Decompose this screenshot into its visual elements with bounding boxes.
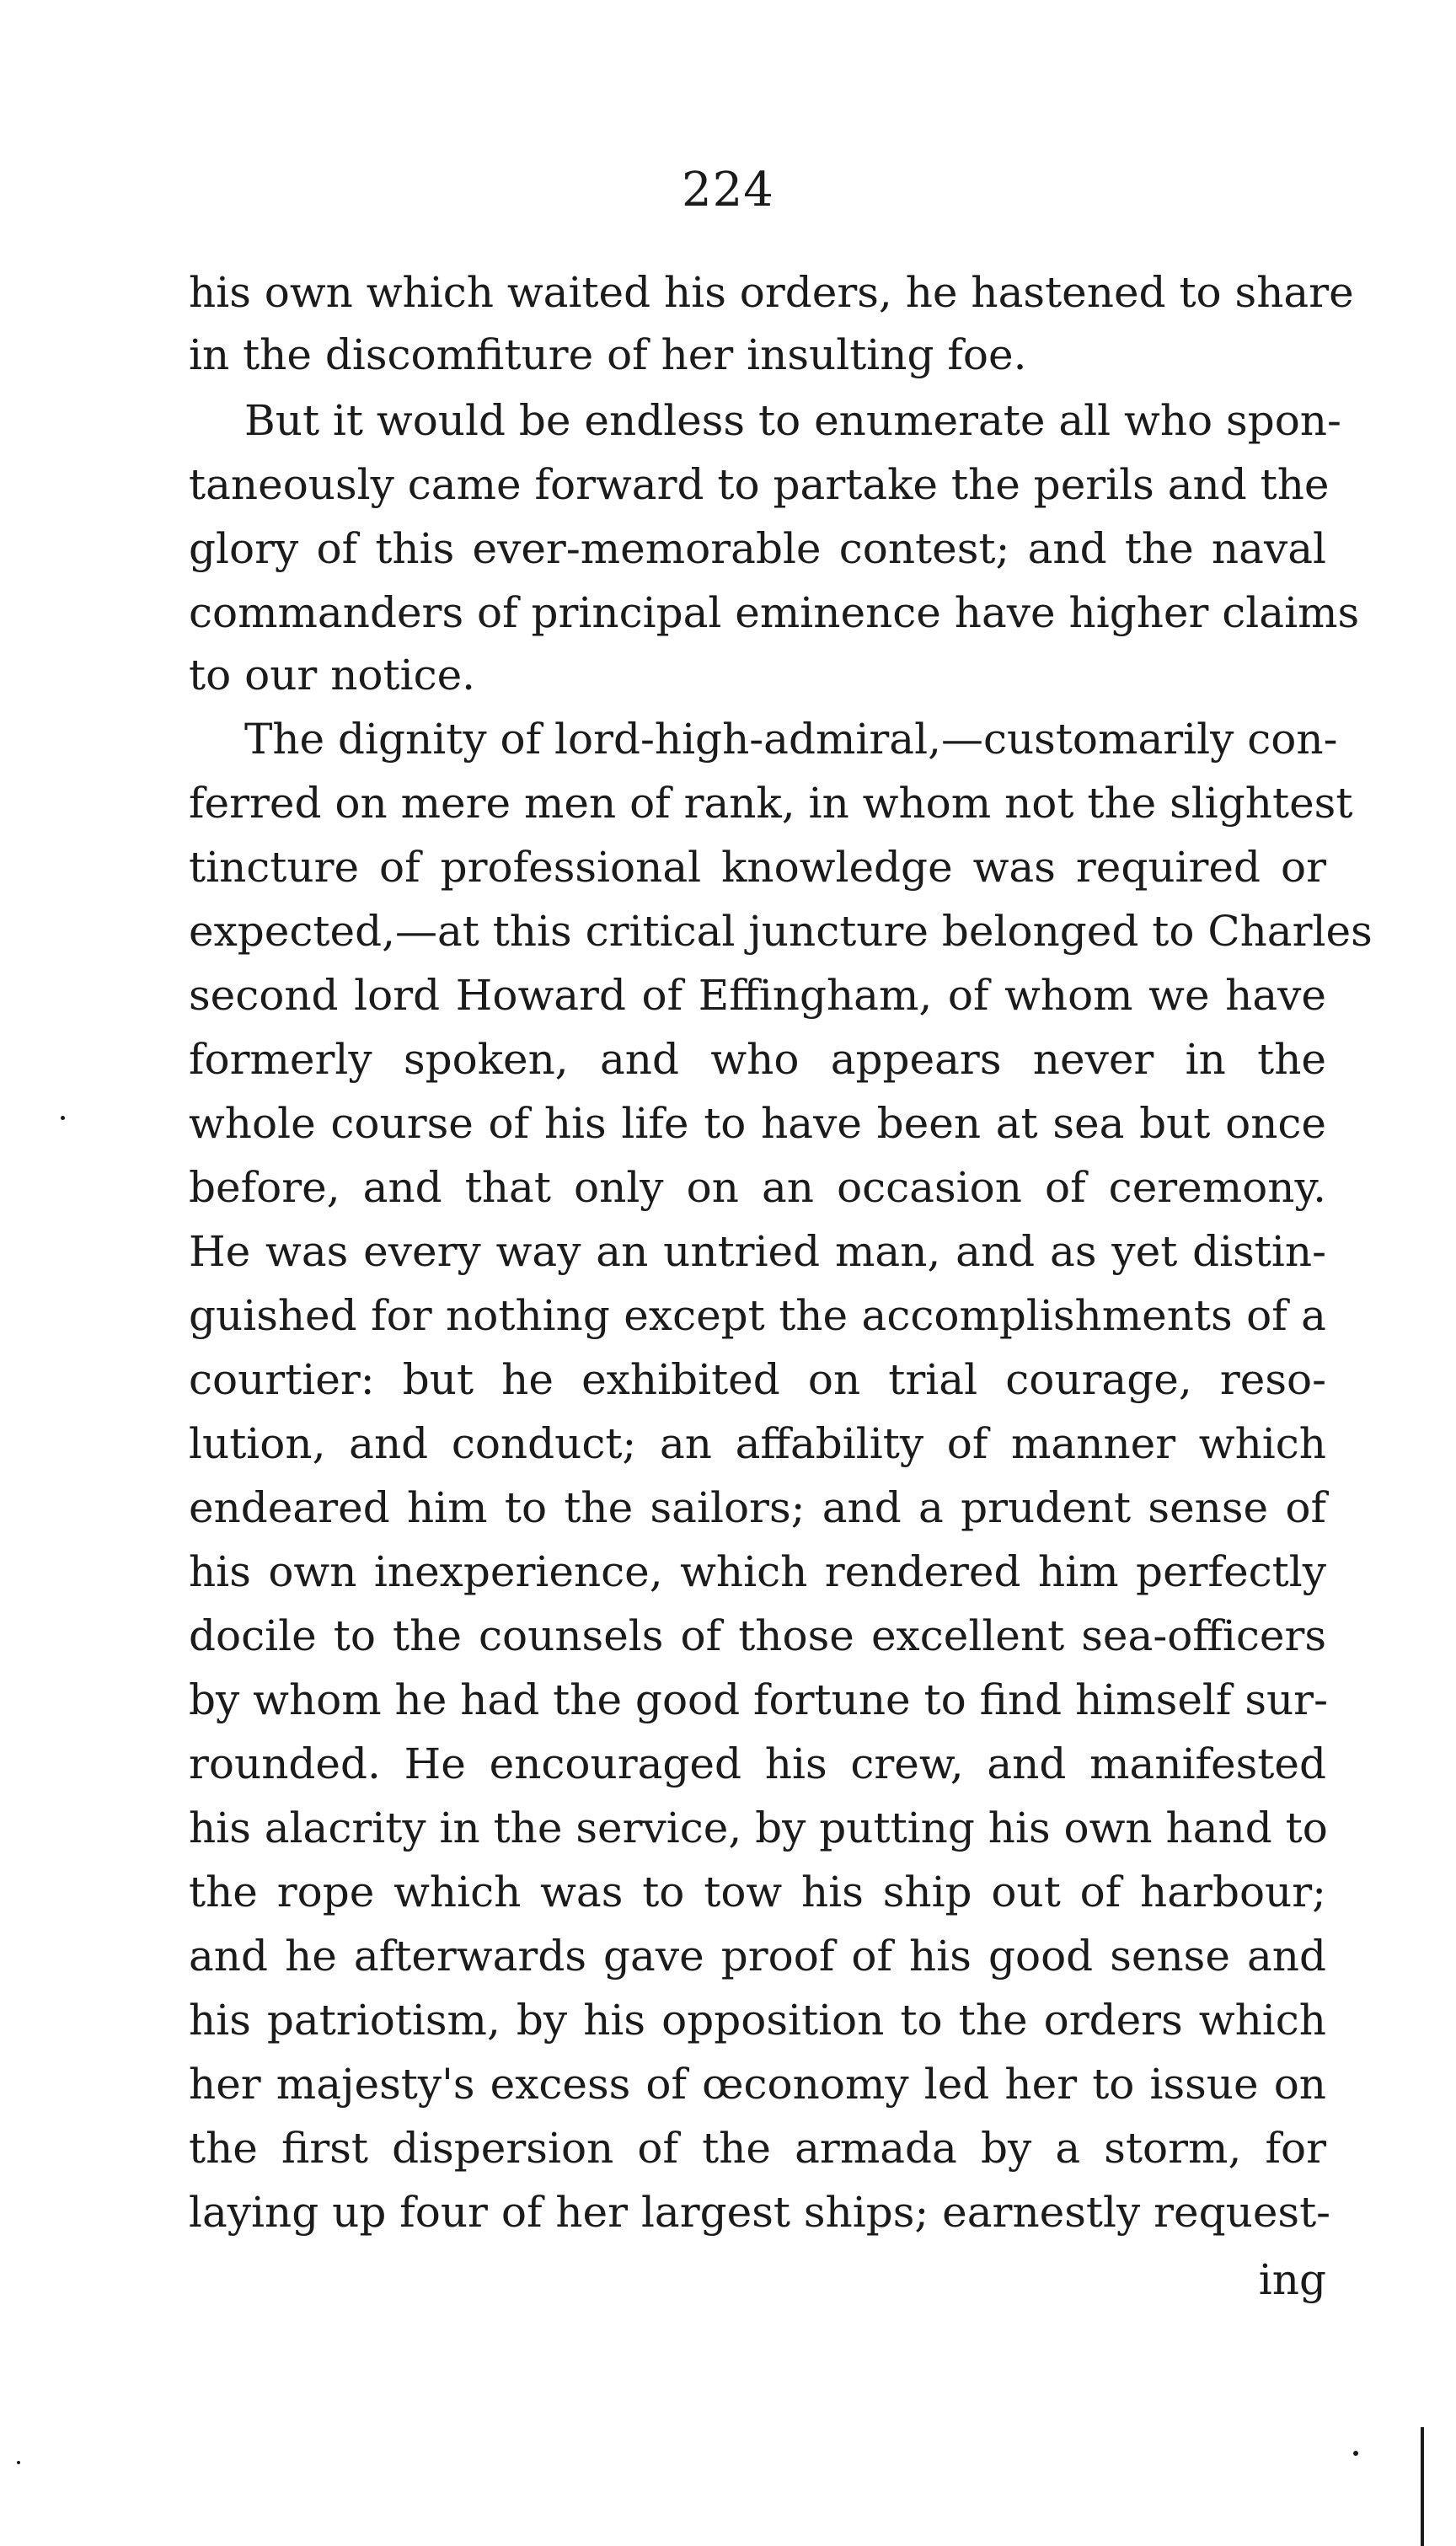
text-line: his patriotism, by his opposition to the orders which	[189, 1996, 1326, 2045]
text-line: to our notice.	[189, 651, 476, 699]
text-line: the rope which was to tow his ship out of harbour;	[189, 1868, 1326, 1916]
text-line: But it would be endless to enumerate all who spon-	[244, 396, 1341, 445]
text-line: glory of this ever-memorable contest; and the naval	[189, 524, 1326, 573]
text-line: whole course of his life to have been at sea but once	[189, 1099, 1326, 1148]
text-line: formerly spoken, and who appears never in the	[189, 1035, 1326, 1084]
text-line: docile to the counsels of those excellent sea-officers	[189, 1611, 1326, 1660]
text-line: courtier: but he exhibited on trial courage, reso-	[189, 1355, 1326, 1404]
catchword: ing	[1258, 2255, 1326, 2304]
text-line: taneously came forward to partake the perils and the	[189, 460, 1330, 509]
text-line: The dignity of lord-high-admiral,—customarily con-	[244, 715, 1338, 764]
page-edge-line	[1421, 2427, 1424, 2546]
text-line: his own inexperience, which rendered him perfectly	[189, 1547, 1326, 1596]
text-line: commanders of principal eminence have higher claims	[189, 588, 1360, 637]
text-line: the first dispersion of the armada by a storm, for	[189, 2124, 1326, 2173]
text-line: laying up four of her largest ships; earnestly request-	[189, 2188, 1331, 2237]
text-line: second lord Howard of Effingham, of whom we have	[189, 971, 1326, 1020]
text-line: guished for nothing except the accomplishments of a	[189, 1291, 1326, 1340]
page-number: 224	[682, 163, 774, 217]
scan-speck	[61, 1116, 65, 1120]
text-line: by whom he had the good fortune to find himself sur-	[189, 1675, 1328, 1724]
text-line: his alacrity in the service, by putting his own hand to	[189, 1804, 1328, 1852]
text-line: rounded. He encouraged his crew, and manifested	[189, 1739, 1326, 1788]
text-line: ferred on mere men of rank, in whom not the slightest	[189, 779, 1353, 828]
text-line: his own which waited his orders, he hastened to share	[189, 268, 1354, 317]
scan-speck	[17, 2461, 20, 2464]
text-line: He was every way an untried man, and as yet distin-	[189, 1227, 1326, 1276]
scan-speck	[1353, 2451, 1358, 2456]
text-line: in the discomfiture of her insulting foe.	[189, 330, 1027, 379]
text-line: and he afterwards gave proof of his good sense and	[189, 1932, 1326, 1981]
text-line: tincture of professional knowledge was required or	[189, 843, 1326, 892]
text-line: expected,—at this critical juncture belonged to Charles	[189, 907, 1373, 956]
text-line: lution, and conduct; an affability of manner which	[189, 1419, 1326, 1468]
text-line: endeared him to the sailors; and a prudent sense of	[189, 1483, 1326, 1532]
text-line: her majesty's excess of œconomy led her to issue on	[189, 2060, 1326, 2109]
text-line: before, and that only on an occasion of ceremony.	[189, 1163, 1326, 1212]
